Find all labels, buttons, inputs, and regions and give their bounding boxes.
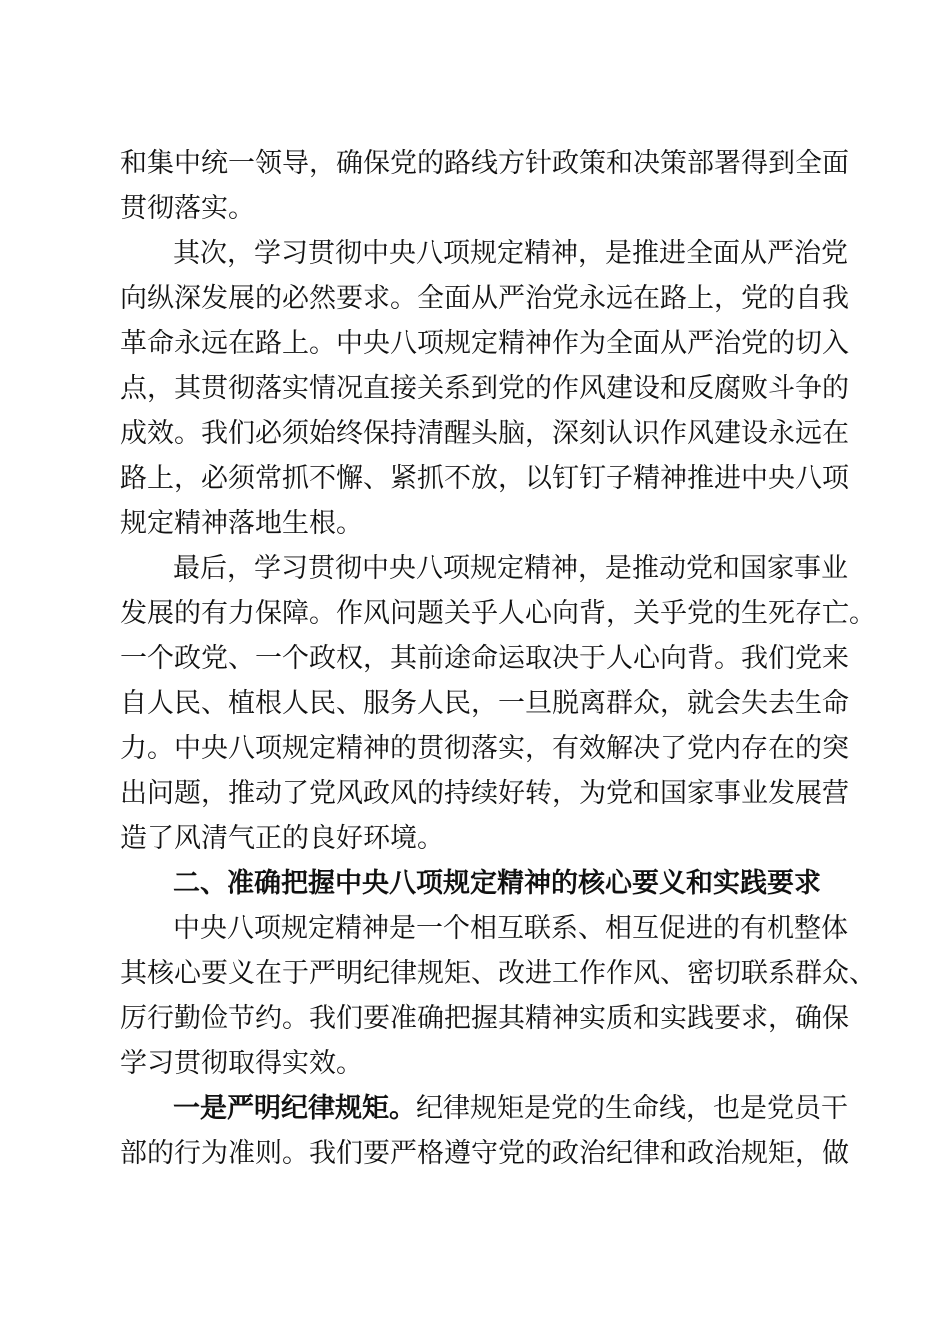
paragraph-line: 出问题，推动了党风政风的持续好转，为党和国家事业发展营 [120, 778, 849, 809]
paragraph-line [173, 1089, 848, 1129]
paragraph-line: 厉行勤俭节约。我们要准确把握其精神实质和实践要求，确保 [120, 1003, 849, 1034]
paragraph-line: 点，其贯彻落实情况直接关系到党的作风建设和反腐败斗争的 [120, 373, 849, 404]
paragraph-line: 贯彻落实。 [120, 193, 255, 224]
paragraph-line: 最后，学习贯彻中央八项规定精神，是推动党和国家事业 [173, 553, 848, 584]
paragraph-line: 向纵深发展的必然要求。全面从严治党永远在路上，党的自我 [120, 283, 849, 314]
section-heading: 二、准确把握中央八项规定精神的核心要义和实践要求 [173, 868, 821, 899]
paragraph-line: 成效。我们必须始终保持清醒头脑，深刻认识作风建设永远在 [120, 418, 849, 449]
paragraph-line: 一个政党、一个政权，其前途命运取决于人心向背。我们党来 [120, 643, 849, 674]
paragraph-line-text: 纪律规矩是党的生命线，也是党员干 [416, 1093, 848, 1124]
paragraph-line: 革命永远在路上。中央八项规定精神作为全面从严治党的切入 [120, 328, 849, 359]
paragraph-line: 自人民、植根人民、服务人民，一旦脱离群众，就会失去生命 [120, 688, 849, 719]
paragraph-line: 中央八项规定精神是一个相互联系、相互促进的有机整体 [173, 913, 848, 944]
paragraph-line: 造了风清气正的良好环境。 [120, 823, 444, 854]
paragraph-line: 发展的有力保障。作风问题关乎人心向背，关乎党的生死存亡。 [120, 598, 876, 629]
paragraph-line: 其次，学习贯彻中央八项规定精神，是推进全面从严治党 [173, 238, 848, 269]
paragraph-line: 其核心要义在于严明纪律规矩、改进工作作风、密切联系群众、 [120, 958, 876, 989]
paragraph-line: 和集中统一领导，确保党的路线方针政策和决策部署得到全面 [120, 148, 849, 179]
paragraph-line: 部的行为准则。我们要严格遵守党的政治纪律和政治规矩，做 [120, 1138, 849, 1169]
paragraph-lead-phrase: 一是严明纪律规矩。 [173, 1093, 416, 1124]
paragraph-line: 规定精神落地生根。 [120, 508, 363, 539]
paragraph-line: 路上，必须常抓不懈、紧抓不放，以钉钉子精神推进中央八项 [120, 463, 849, 494]
paragraph-line: 学习贯彻取得实效。 [120, 1048, 363, 1079]
paragraph-line: 力。中央八项规定精神的贯彻落实，有效解决了党内存在的突 [120, 733, 849, 764]
